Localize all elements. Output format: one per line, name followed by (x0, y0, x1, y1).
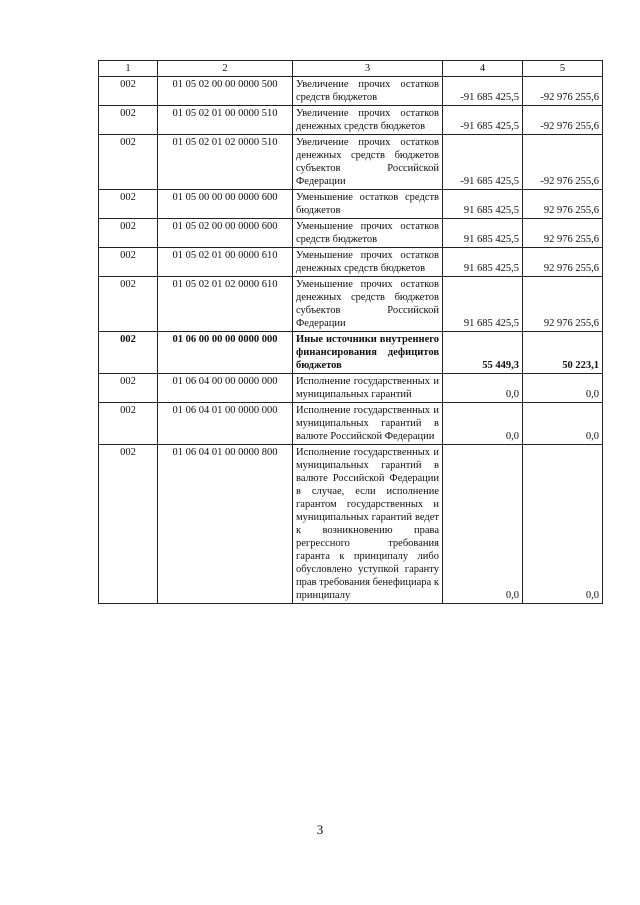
value-col4-cell: 0,0 (443, 374, 523, 403)
admin-code-cell: 002 (99, 219, 158, 248)
header-row (99, 61, 603, 77)
header-col-5: 5 (523, 61, 603, 77)
value-col4-cell: 0,0 (443, 403, 523, 445)
table-row (99, 374, 603, 403)
value-col5-cell: 92 976 255,6 (523, 190, 603, 219)
value-col4-cell: 91 685 425,5 (443, 248, 523, 277)
table-row (99, 190, 603, 219)
value-col5-cell: -92 976 255,6 (523, 106, 603, 135)
table-row (99, 219, 603, 248)
page-number: 3 (316, 822, 324, 837)
table-row (99, 248, 603, 277)
admin-code-cell: 002 (99, 277, 158, 332)
budget-code-cell: 01 05 00 00 00 0000 600 (158, 190, 293, 219)
source-name-cell: Иные источники внутреннего финансирования дефицитов бюджетов (293, 332, 443, 374)
budget-code-cell: 01 05 02 01 00 0000 610 (158, 248, 293, 277)
table-row (99, 106, 603, 135)
source-name-cell: Исполнение государственных и муниципальных гарантий в валюте Российской Федерации в случае, если исполнение гарантом государственных и муниципальных гарантий ведет к возникновению права регрессного требования гаранта к принципалу либо обусловлено уступкой гаранту прав требования бенефициара к принципалу (293, 445, 443, 604)
table-row (99, 77, 603, 106)
value-col5-cell: 0,0 (523, 374, 603, 403)
header-col-1: 1 (99, 61, 158, 77)
value-col4-cell: 0,0 (443, 445, 523, 604)
budget-code-cell: 01 06 04 01 00 0000 000 (158, 403, 293, 445)
table-row (99, 332, 603, 374)
admin-code-cell: 002 (99, 445, 158, 604)
budget-code-cell: 01 05 02 01 02 0000 610 (158, 277, 293, 332)
header-col-2: 2 (158, 61, 293, 77)
value-col5-cell: -92 976 255,6 (523, 77, 603, 106)
value-col4-cell: 91 685 425,5 (443, 219, 523, 248)
value-col5-cell: 0,0 (523, 445, 603, 604)
value-col5-cell: 50 223,1 (523, 332, 603, 374)
admin-code-cell: 002 (99, 403, 158, 445)
admin-code-cell: 002 (99, 248, 158, 277)
budget-code-cell: 01 05 02 01 00 0000 510 (158, 106, 293, 135)
budget-code-cell: 01 06 04 01 00 0000 800 (158, 445, 293, 604)
value-col4-cell: 91 685 425,5 (443, 190, 523, 219)
value-col4-cell: 91 685 425,5 (443, 277, 523, 332)
value-col4-cell: 55 449,3 (443, 332, 523, 374)
header-col-3: 3 (293, 61, 443, 77)
budget-code-cell: 01 05 02 00 00 0000 600 (158, 219, 293, 248)
admin-code-cell: 002 (99, 135, 158, 190)
value-col5-cell: 92 976 255,6 (523, 219, 603, 248)
table-row (99, 403, 603, 445)
value-col5-cell: 0,0 (523, 403, 603, 445)
source-name-cell: Исполнение государственных и муниципальных гарантий в валюте Российской Федерации (293, 403, 443, 445)
budget-code-cell: 01 06 00 00 00 0000 000 (158, 332, 293, 374)
table-row (99, 445, 603, 604)
source-name-cell: Увеличение прочих остатков денежных средств бюджетов субъектов Российской Федерации (293, 135, 443, 190)
table-row (99, 135, 603, 190)
table-body (99, 77, 603, 604)
budget-code-cell: 01 05 02 01 02 0000 510 (158, 135, 293, 190)
table-row (99, 277, 603, 332)
value-col5-cell: 92 976 255,6 (523, 277, 603, 332)
budget-code-cell: 01 05 02 00 00 0000 500 (158, 77, 293, 106)
value-col5-cell: -92 976 255,6 (523, 135, 603, 190)
source-name-cell: Исполнение государственных и муниципальных гарантий (293, 374, 443, 403)
header-col-4: 4 (443, 61, 523, 77)
value-col4-cell: -91 685 425,5 (443, 77, 523, 106)
source-name-cell: Увеличение прочих остатков денежных средств бюджетов (293, 106, 443, 135)
source-name-cell: Уменьшение прочих остатков средств бюджетов (293, 219, 443, 248)
budget-sources-table (98, 60, 603, 604)
admin-code-cell: 002 (99, 190, 158, 219)
admin-code-cell: 002 (99, 77, 158, 106)
source-name-cell: Уменьшение прочих остатков денежных средств бюджетов (293, 248, 443, 277)
value-col5-cell: 92 976 255,6 (523, 248, 603, 277)
source-name-cell: Увеличение прочих остатков средств бюджетов (293, 77, 443, 106)
budget-code-cell: 01 06 04 00 00 0000 000 (158, 374, 293, 403)
value-col4-cell: -91 685 425,5 (443, 106, 523, 135)
admin-code-cell: 002 (99, 374, 158, 403)
value-col4-cell: -91 685 425,5 (443, 135, 523, 190)
source-name-cell: Уменьшение остатков средств бюджетов (293, 190, 443, 219)
admin-code-cell: 002 (99, 332, 158, 374)
admin-code-cell: 002 (99, 106, 158, 135)
source-name-cell: Уменьшение прочих остатков денежных средств бюджетов субъектов Российской Федерации (293, 277, 443, 332)
